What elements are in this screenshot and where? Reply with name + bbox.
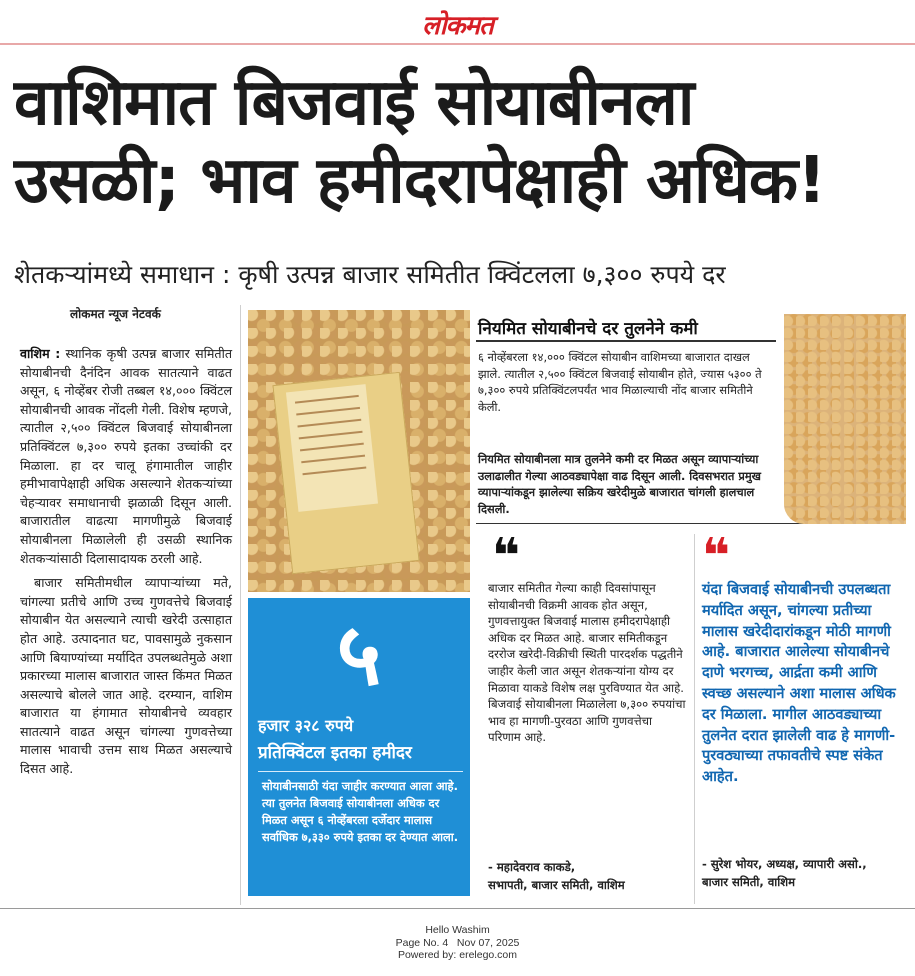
fact-box-line-1: हजार ३२८ रुपये: [258, 716, 354, 735]
seed-bag-label-image: [286, 384, 378, 512]
quote-1-role: सभापती, बाजार समिती, वाशिम: [488, 878, 625, 892]
newspaper-logo: लोकमत: [422, 11, 493, 41]
headline: [14, 64, 904, 220]
sidebar-story-paragraph-1: ६ नोव्हेंबरला १४,००० क्विंटल सोयाबीन वाशिमच्या बाजारात दाखल झाले. त्यातील २,५०० क्विंटल बिजवाई सोयाबीन होते, ज्यास ५३०० ते ७,३०० रुपये प्रतिक्विंटलपर्यंत भाव मिळाल्याची नोंद बाजार समितीने केली.: [478, 350, 762, 414]
masthead: [0, 0, 915, 40]
quote-2-body: यंदा बिजवाई सोयाबीनची उपलब्धता मर्यादित असून, चांगल्या प्रतीच्या मालास खरेदीदारांकडून मोठी मागणी आहे. बाजारात आलेल्या सोयाबीनचे दाणे भरगच्च, आर्द्रता कमी आणि स्वच्छ असल्याने अशा मालास अधिक दर मिळाला. मागील आठवड्याच्या तुलनेत दरात झालेली वाढ हे मागणी-पुरवठ्याच्या तफावतीचे स्पष्ट संकेत आहेत.: [702, 581, 896, 786]
paragraph-1: वाशिम : स्थानिक कृषी उत्पन्न बाजार समितीत सोयाबीनची दैनंदिन आवक सातत्याने वाढत असून, ६ नोव्हेंबर रोजी तब्बल १४,००० क्विंटल सोयाबीनची आवक नोंदली गेली. विशेष म्हणजे, त्यातील २,५०० क्विंटल बिजवाई सोयाबीनला प्रतिक्विंटल ७,३०० रुपये इतका उच्चांकी दर मिळाला. हा दर चालू हंगामातील जाहीर हमीभावापेक्षाही अधिक असल्याने शेतकऱ्यांच्या चेहऱ्यावर समाधानाची झळाळी दिसून आली. बाजारातील वाढत्या मागणीमुळे बिजवाई सोयाबीनला मिळालेली ही उसळी स्थानिक शेतकऱ्यांसाठी दिलासादायक ठरली आहे.: [20, 346, 233, 566]
sidebar-story-heading: नियमित सोयाबीनचे दर तुलनेने कमी: [478, 319, 698, 339]
masthead-rule: [0, 43, 915, 45]
sidebar-story-paragraph-2: नियमित सोयाबीनला मात्र तुलनेने कमी दर मिळत असून व्यापाऱ्यांच्या उलाढालीत गेल्या आठवड्यापेक्षा वाढ दिसून आली. दिवसभरात प्रमुख व्यापाऱ्यांकडून झालेल्या सक्रिय खरेदीमुळे बाजारात चांगली हालचाल दिसली.: [478, 452, 762, 516]
quote-2-role: बाजार समिती, वाशिम: [702, 875, 796, 889]
quote-mark-icon: ❝: [702, 528, 731, 584]
footer: [0, 924, 915, 962]
quote-divider: [694, 534, 695, 904]
fact-box-line-2: प्रतिक्विंटल इतका हमीदर: [258, 743, 412, 763]
quote-2-attribution: [702, 855, 907, 891]
fact-box-rule: [258, 771, 463, 772]
subheadline: शेतकऱ्यांमध्ये समाधान : कृषी उत्पन्न बाजार समितीत क्विंटलला ७,३०० रुपये दर: [14, 260, 726, 289]
footer-page: Page No. 4 Nov 07, 2025: [395, 936, 520, 949]
hands-holding-soybeans-photo: [784, 314, 906, 524]
quote-mark-icon: ❝: [492, 528, 521, 584]
fact-box-body: सोयाबीनसाठी यंदा जाहीर करण्यात आला आहे. त्या तुलनेत बिजवाई सोयाबीनला अधिक दर मिळत असून ६ नोव्हेंबरला दर्जेदार मालास सर्वाधिक ७,३३० रुपये इतका दर देण्यात आला.: [262, 779, 459, 844]
quote-1-name: - महादेवराव काकडे,: [488, 860, 576, 874]
dateline: वाशिम :: [20, 346, 61, 361]
footer-powered-by: Powered by: erelego.com: [397, 949, 518, 961]
quote-1-body: बाजार समितीत गेल्या काही दिवसांपासून सोयाबीनची विक्रमी आवक होत असून, गुणवत्तायुक्त बिजवाई मालास हमीदरापेक्षाही अधिक दर मिळत आहे. बाजार समितीकडून दररोज खरेदी-विक्रीची स्थिती पारदर्शक पद्धतीने जाहीर केली जात असून शेतकऱ्यांना योग्य दर मिळावा याकडे विशेष लक्ष पुरविण्यात येत आहे. बिजवाई सोयाबीनला मिळालेला ७,३०० रुपयांचा भाव हा मागणी-पुरवठा आणि गुणवत्तेचा परिणाम आहे.: [488, 581, 686, 745]
footer-rule: [0, 908, 915, 909]
paragraph-2: बाजार समितीमधील व्यापाऱ्यांच्या मते, चांगल्या प्रतीचे आणि उच्च गुणवत्तेचे बिजवाई सोयाबीन येत असल्याने त्याची खरेदी उत्साहात होत आहे. उत्पादनात घट, पावसामुळे नुकसान आणि बियाण्यांच्या मर्यादित उपलब्धतेमुळे अशा प्रकारच्या मालास बाजारात जास्त किंमत मिळत असल्याचे बोलले जात आहे. दरम्यान, वाशिम बाजारात या हंगामात सोयाबीनचे व्यवहार सातत्याने वाढत असून चांगल्या गुणवत्तेच्या मालास भावाची उत्तम साथ मिळत असल्याचे दिसत आहे.: [20, 575, 232, 777]
quote-1-attribution: [488, 858, 688, 894]
headline-line-2: उसळी; भाव हमीदरापेक्षाही अधिक!: [14, 144, 826, 218]
footer-edition: Hello Washim: [425, 924, 490, 936]
quote-2-name: - सुरेश भोयर, अध्यक्ष, व्यापारी असो.,: [702, 857, 867, 871]
byline: लोकमत न्यूज नेटवर्क: [70, 307, 161, 321]
fact-box-number: ५: [336, 605, 382, 705]
left-column-story: [20, 345, 232, 785]
column-divider: [240, 305, 241, 905]
headline-line-1: वाशिमात बिजवाई सोयाबीनला: [14, 66, 694, 140]
sidebar-story-rule: [476, 340, 776, 342]
